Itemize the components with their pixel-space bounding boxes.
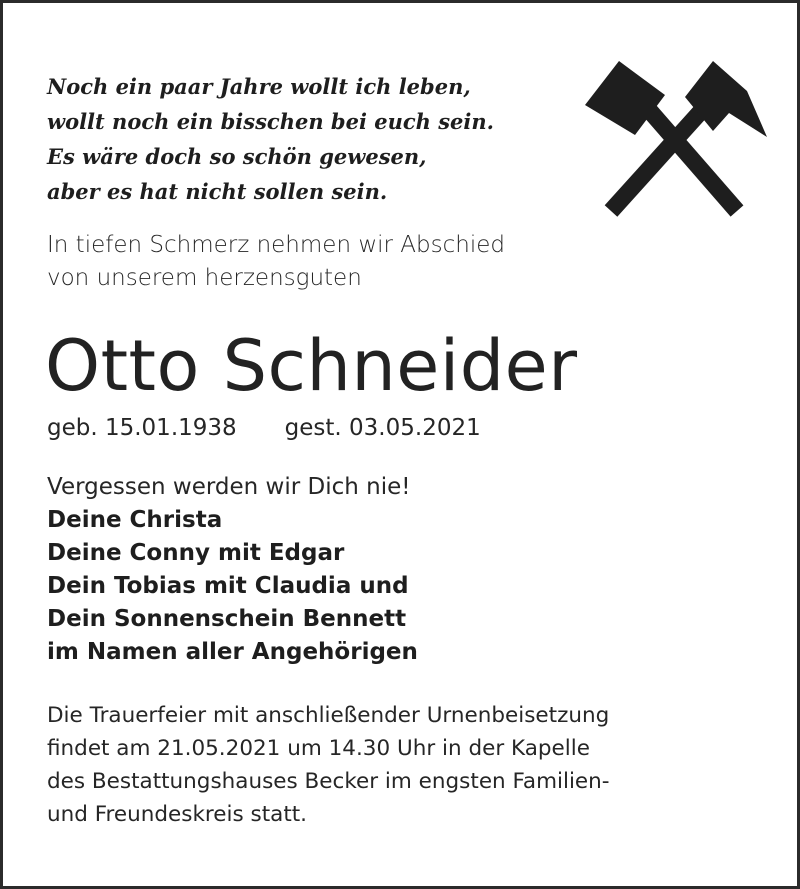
- signatory: Deine Conny mit Edgar: [47, 540, 345, 566]
- poem-line: aber es hat nicht sollen sein.: [47, 179, 388, 204]
- intro-line: In tiefen Schmerz nehmen wir Abschied: [47, 232, 505, 258]
- life-dates: [47, 411, 481, 445]
- farewell-line: Vergessen werden wir Dich nie!: [47, 474, 411, 500]
- intro-line: von unserem herzensguten: [47, 265, 362, 291]
- poem-line: wollt noch ein bisschen bei euch sein.: [47, 109, 494, 134]
- service-line: und Freundeskreis statt.: [47, 802, 308, 827]
- signatory: Deine Christa: [47, 507, 223, 533]
- poem-line: Noch ein paar Jahre wollt ich leben,: [47, 74, 471, 99]
- memorial-poem: [47, 69, 494, 209]
- signatory: im Namen aller Angehörigen: [47, 639, 418, 665]
- crossed-hammers-icon: [581, 53, 771, 223]
- signatory: Dein Sonnenschein Bennett: [47, 606, 407, 632]
- farewell-block: [47, 471, 418, 669]
- death-date: gest. 03.05.2021: [284, 415, 481, 441]
- service-line: Die Trauerfeier mit anschließender Urnenbeisetzung: [47, 703, 610, 728]
- service-line: findet am 21.05.2021 um 14.30 Uhr in der Kapelle: [47, 736, 590, 761]
- service-details: [47, 699, 610, 831]
- service-line: des Bestattungshauses Becker im engsten Familien-: [47, 769, 610, 794]
- intro-text: [47, 229, 505, 295]
- poem-line: Es wäre doch so schön gewesen,: [47, 144, 427, 169]
- deceased-name: Otto Schneider: [45, 325, 578, 407]
- signatory: Dein Tobias mit Claudia und: [47, 573, 409, 599]
- birth-date: geb. 15.01.1938: [47, 415, 237, 441]
